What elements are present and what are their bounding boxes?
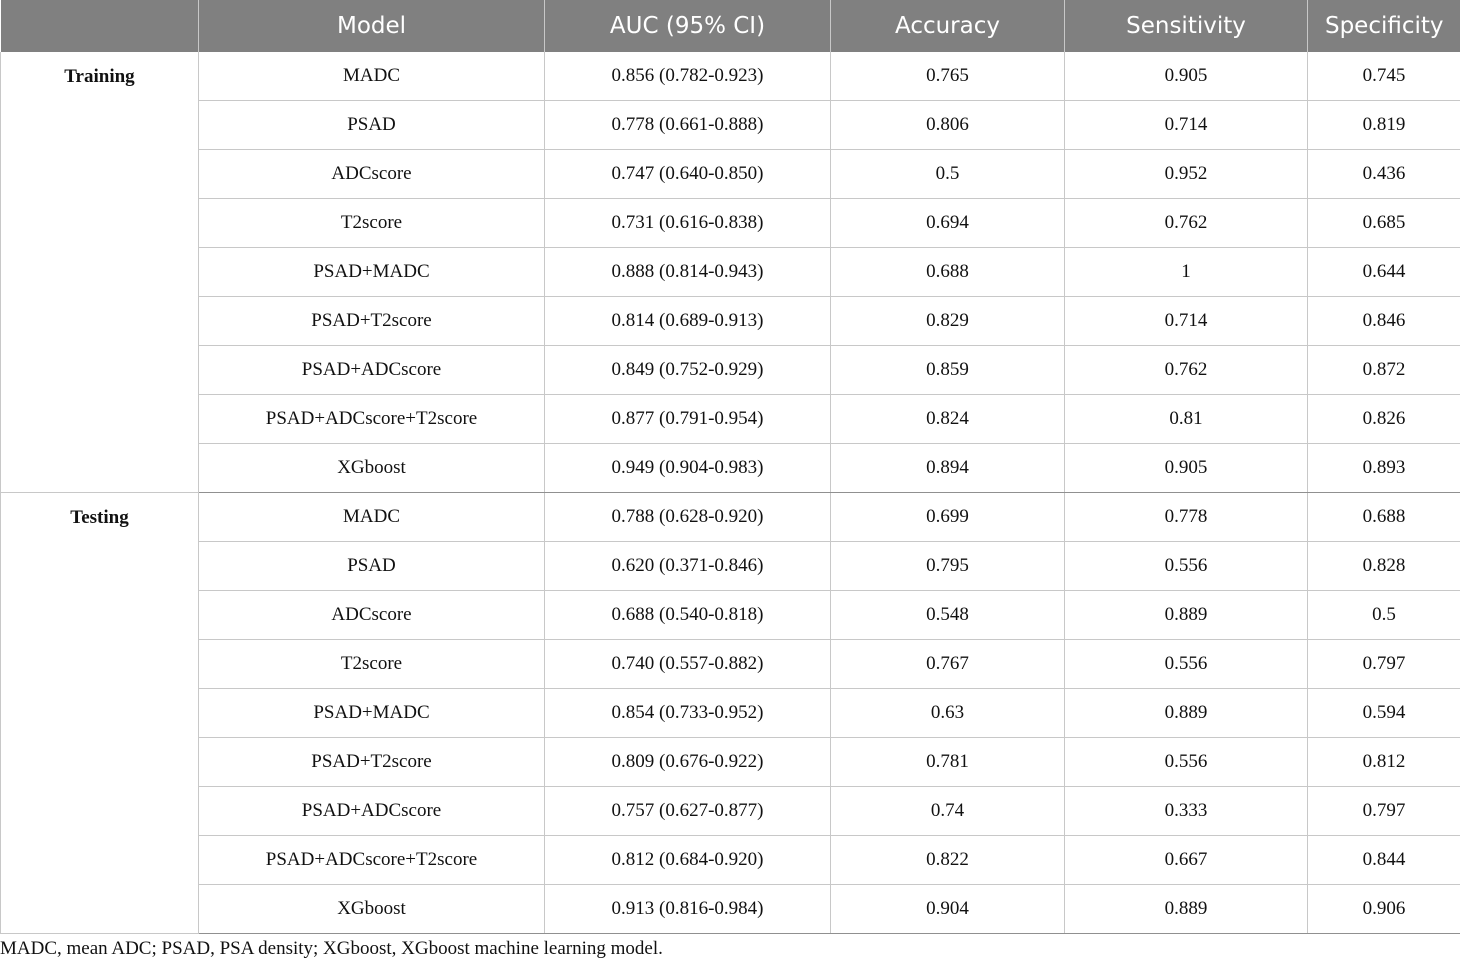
cell-model: XGboost [199,885,545,934]
group-label: Testing [1,493,199,934]
cell-model: MADC [199,493,545,542]
cell-sensitivity: 0.762 [1065,346,1308,395]
cell-model: T2score [199,640,545,689]
cell-model: PSAD+ADCscore [199,346,545,395]
cell-sensitivity: 0.905 [1065,444,1308,493]
cell-auc: 0.849 (0.752-0.929) [545,346,831,395]
table-row [1,199,1460,248]
table-row [1,346,1460,395]
cell-accuracy: 0.822 [831,836,1065,885]
cell-specificity: 0.812 [1308,738,1460,787]
cell-model: PSAD+ADCscore+T2score [199,395,545,444]
cell-sensitivity: 0.889 [1065,689,1308,738]
cell-model: XGboost [199,444,545,493]
cell-model: PSAD+T2score [199,738,545,787]
header-auc: AUC (95% CI) [545,0,831,52]
header-accuracy: Accuracy [831,0,1065,52]
table-row [1,150,1460,199]
cell-specificity: 0.906 [1308,885,1460,934]
cell-accuracy: 0.688 [831,248,1065,297]
cell-accuracy: 0.74 [831,787,1065,836]
cell-auc: 0.856 (0.782-0.923) [545,52,831,101]
cell-sensitivity: 0.556 [1065,738,1308,787]
table-row [1,640,1460,689]
cell-sensitivity: 1 [1065,248,1308,297]
header-model: Model [199,0,545,52]
table-row [1,738,1460,787]
cell-auc: 0.814 (0.689-0.913) [545,297,831,346]
cell-specificity: 0.797 [1308,640,1460,689]
cell-accuracy: 0.699 [831,493,1065,542]
cell-auc: 0.913 (0.816-0.984) [545,885,831,934]
cell-accuracy: 0.894 [831,444,1065,493]
cell-auc: 0.888 (0.814-0.943) [545,248,831,297]
cell-model: PSAD [199,101,545,150]
cell-auc: 0.877 (0.791-0.954) [545,395,831,444]
cell-accuracy: 0.824 [831,395,1065,444]
table-row [1,444,1460,493]
table-row [1,787,1460,836]
table-row [1,297,1460,346]
cell-specificity: 0.5 [1308,591,1460,640]
cell-auc: 0.747 (0.640-0.850) [545,150,831,199]
cell-auc: 0.731 (0.616-0.838) [545,199,831,248]
cell-accuracy: 0.694 [831,199,1065,248]
cell-accuracy: 0.795 [831,542,1065,591]
cell-auc: 0.812 (0.684-0.920) [545,836,831,885]
cell-model: PSAD [199,542,545,591]
cell-accuracy: 0.859 [831,346,1065,395]
table-row [1,885,1460,934]
cell-accuracy: 0.806 [831,101,1065,150]
cell-auc: 0.688 (0.540-0.818) [545,591,831,640]
cell-specificity: 0.745 [1308,52,1460,101]
cell-sensitivity: 0.556 [1065,640,1308,689]
cell-model: T2score [199,199,545,248]
cell-model: ADCscore [199,591,545,640]
cell-specificity: 0.436 [1308,150,1460,199]
cell-specificity: 0.819 [1308,101,1460,150]
header-sensitivity: Sensitivity [1065,0,1308,52]
cell-accuracy: 0.767 [831,640,1065,689]
cell-specificity: 0.872 [1308,346,1460,395]
cell-sensitivity: 0.905 [1065,52,1308,101]
table-row [1,52,1460,101]
cell-model: MADC [199,52,545,101]
cell-accuracy: 0.904 [831,885,1065,934]
table-row [1,395,1460,444]
cell-sensitivity: 0.333 [1065,787,1308,836]
cell-specificity: 0.828 [1308,542,1460,591]
cell-auc: 0.788 (0.628-0.920) [545,493,831,542]
cell-auc: 0.620 (0.371-0.846) [545,542,831,591]
cell-specificity: 0.688 [1308,493,1460,542]
table-row [1,689,1460,738]
cell-sensitivity: 0.889 [1065,591,1308,640]
header-row [1,0,1460,52]
cell-accuracy: 0.548 [831,591,1065,640]
cell-sensitivity: 0.952 [1065,150,1308,199]
cell-sensitivity: 0.889 [1065,885,1308,934]
table-footnote: MADC, mean ADC; PSAD, PSA density; XGboost, XGboost machine learning model. [0,938,663,959]
cell-sensitivity: 0.81 [1065,395,1308,444]
cell-auc: 0.757 (0.627-0.877) [545,787,831,836]
header-specificity: Specificity [1308,0,1460,52]
cell-specificity: 0.844 [1308,836,1460,885]
cell-specificity: 0.893 [1308,444,1460,493]
cell-model: PSAD+MADC [199,248,545,297]
cell-accuracy: 0.5 [831,150,1065,199]
cell-model: PSAD+ADCscore+T2score [199,836,545,885]
cell-sensitivity: 0.714 [1065,101,1308,150]
cell-accuracy: 0.781 [831,738,1065,787]
cell-specificity: 0.826 [1308,395,1460,444]
cell-auc: 0.778 (0.661-0.888) [545,101,831,150]
cell-model: PSAD+T2score [199,297,545,346]
header-group [1,0,199,52]
cell-auc: 0.809 (0.676-0.922) [545,738,831,787]
group-label: Training [1,52,199,493]
cell-specificity: 0.797 [1308,787,1460,836]
cell-specificity: 0.846 [1308,297,1460,346]
cell-specificity: 0.685 [1308,199,1460,248]
table-row [1,836,1460,885]
cell-accuracy: 0.829 [831,297,1065,346]
cell-sensitivity: 0.762 [1065,199,1308,248]
cell-model: PSAD+MADC [199,689,545,738]
cell-auc: 0.854 (0.733-0.952) [545,689,831,738]
cell-sensitivity: 0.778 [1065,493,1308,542]
cell-accuracy: 0.63 [831,689,1065,738]
cell-model: PSAD+ADCscore [199,787,545,836]
table-row [1,248,1460,297]
cell-auc: 0.740 (0.557-0.882) [545,640,831,689]
table-row [1,542,1460,591]
table-row [1,591,1460,640]
cell-sensitivity: 0.556 [1065,542,1308,591]
cell-auc: 0.949 (0.904-0.983) [545,444,831,493]
cell-specificity: 0.594 [1308,689,1460,738]
table-row [1,493,1460,542]
table-row [1,101,1460,150]
cell-model: ADCscore [199,150,545,199]
cell-specificity: 0.644 [1308,248,1460,297]
table-body [1,52,1460,934]
cell-sensitivity: 0.667 [1065,836,1308,885]
cell-accuracy: 0.765 [831,52,1065,101]
cell-sensitivity: 0.714 [1065,297,1308,346]
